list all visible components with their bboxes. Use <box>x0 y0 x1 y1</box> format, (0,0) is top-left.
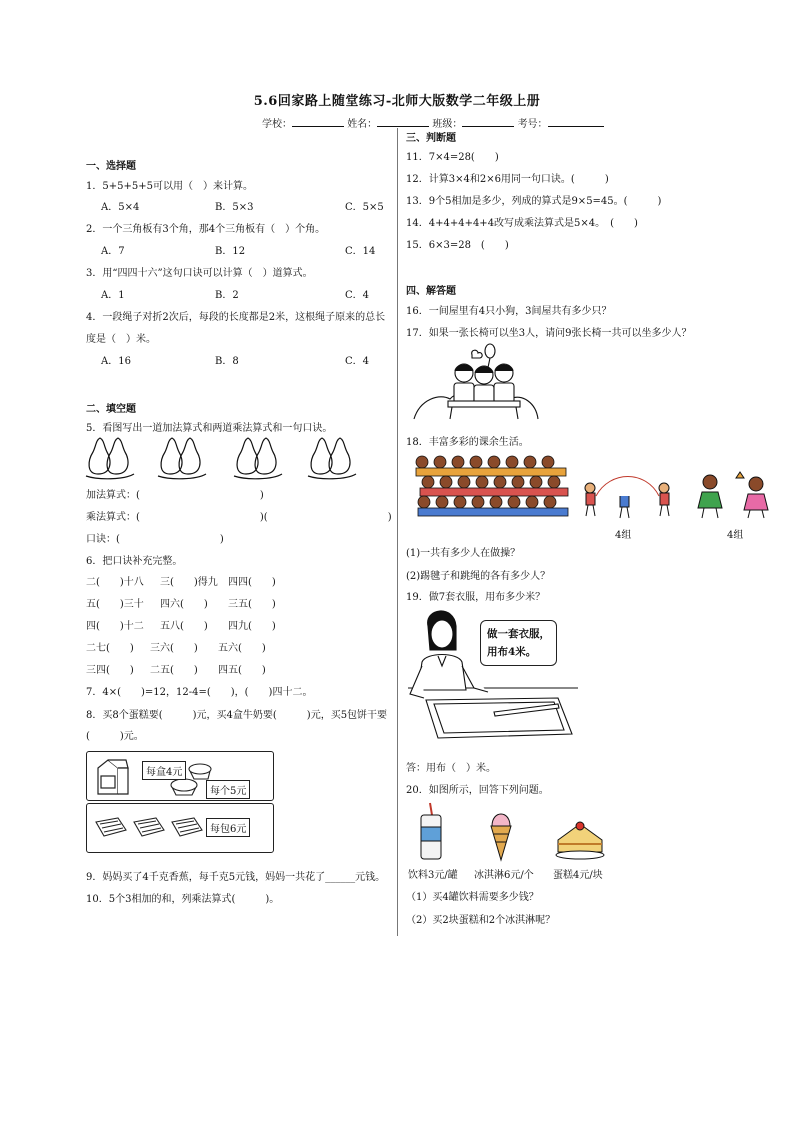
question-6: 6．把口诀补充完整。 <box>86 556 183 567</box>
question-10: 10．5个3相加的和，列乘法算式( )。 <box>86 894 280 905</box>
q19-bubble-line2: 用布4米。 <box>487 646 537 658</box>
question-17: 17．如果一张长椅可以坐3人，请问9张长椅一共可以坐多少人？ <box>406 328 692 339</box>
exam-no-label: 考号： <box>517 119 548 130</box>
q5-multiplication-blanks[interactable]: 乘法算式：( )( ) <box>86 512 392 523</box>
q4-option-b[interactable]: B．8 <box>215 356 239 367</box>
q4-option-a[interactable]: A．16 <box>101 356 131 367</box>
q1-option-a[interactable]: A．5×4 <box>101 202 140 213</box>
class-blank[interactable] <box>462 116 514 127</box>
question-18: 18．丰富多彩的课余生活。 <box>406 437 529 448</box>
q19-answer-blank[interactable]: 答：用布（ ）米。 <box>406 763 496 774</box>
q6-rhyme-blank[interactable]: 五( )三十 <box>86 599 144 610</box>
milk-carton-icon <box>92 756 132 796</box>
price-tag-biscuit: 每包6元 <box>206 818 250 837</box>
question-7: 7．4×( )=12，12-4=( )，( )四十二。 <box>86 687 313 698</box>
q2-option-b[interactable]: B．12 <box>215 246 246 257</box>
q6-rhyme-blank[interactable]: 二七( ) <box>86 643 134 654</box>
question-13: 13．9个5相加是多少，列成的算式是9×5=45。( ) <box>406 196 662 207</box>
q4-option-c[interactable]: C．4 <box>345 356 370 367</box>
q19-bubble-line1: 做一套衣服， <box>487 628 550 640</box>
question-8-line2: ( )元。 <box>86 731 144 742</box>
student-info-line <box>262 115 604 130</box>
cake-price-label: 蛋糕4元/块 <box>553 870 603 881</box>
question-9: 9．妈妈买了4千克香蕉，每千克5元钱，妈妈一共花了______元钱。 <box>86 872 386 883</box>
cake-slice-icon <box>554 816 606 860</box>
question-16: 16．一间屋里有4只小狗，3间屋共有多少只？ <box>406 306 612 317</box>
q6-rhyme-blank[interactable]: 三五( ) <box>228 599 276 610</box>
question-14: 14．4+4+4+4+4改写成乘法算式是5×4。 ( ) <box>406 218 638 229</box>
drink-price-label: 饮料3元/罐 <box>408 870 458 881</box>
section-judge-heading: 三、判断题 <box>406 133 456 144</box>
pear-pair-icon <box>234 438 282 479</box>
q6-rhyme-blank[interactable]: 四( )十二 <box>86 621 144 632</box>
pear-pair-icon <box>86 438 134 479</box>
question-20-part2: （2）买2块蛋糕和2个冰淇淋呢？ <box>406 915 556 926</box>
q6-rhyme-blank[interactable]: 三六( ) <box>150 643 198 654</box>
group-count-label: 4组 <box>727 530 744 541</box>
question-5: 5．看图写出一道加法算式和两道乘法算式和一句口诀。 <box>86 423 333 434</box>
question-18-part1: (1)一共有多少人在做操？ <box>406 548 521 559</box>
q3-option-b[interactable]: B．2 <box>215 290 239 301</box>
name-label: 姓名： <box>347 119 378 130</box>
page-title: 5.6回家路上随堂练习-北师大版数学二年级上册 <box>253 94 541 109</box>
pear-pair-icon <box>158 438 206 479</box>
shuttlecock-kids-illustration <box>692 468 774 520</box>
question-4-line1: 4．一段绳子对折2次后，每段的长度都是2米，这根绳子原来的总长 <box>86 312 386 323</box>
name-blank[interactable] <box>377 116 429 127</box>
exercise-crowd-illustration <box>410 452 578 518</box>
question-1: 1．5+5+5+5可以用（ ）来计算。 <box>86 181 253 192</box>
drink-can-icon <box>418 803 444 863</box>
section-solve-heading: 四、解答题 <box>406 286 456 297</box>
question-18-part2: (2)踢毽子和跳绳的各有多少人？ <box>406 571 551 582</box>
q6-rhyme-blank[interactable]: 四六( ) <box>160 599 208 610</box>
group-count-label: 4组 <box>615 530 632 541</box>
question-20-part1: （1）买4罐饮料需要多少钱？ <box>406 892 539 903</box>
q5-addition-blank[interactable]: 加法算式：( ) <box>86 490 264 501</box>
q19-speech-bubble <box>480 620 557 666</box>
question-4-line2: 度是（ ）米。 <box>86 334 156 345</box>
bench-children-illustration <box>410 343 540 425</box>
q6-rhyme-blank[interactable]: 四五( ) <box>218 665 266 676</box>
question-15: 15．6×3=28 ( ) <box>406 240 509 251</box>
q5-rhyme-blank[interactable]: 口诀：( ) <box>86 534 224 545</box>
price-tag-milk: 每盒4元 <box>142 761 186 780</box>
q6-rhyme-blank[interactable]: 二( )十八 <box>86 577 144 588</box>
ice-cream-price-label: 冰淇淋6元/个 <box>474 870 534 881</box>
q6-rhyme-blank[interactable]: 五八( ) <box>160 621 208 632</box>
column-divider <box>397 128 398 936</box>
q6-rhyme-blank[interactable]: 四四( ) <box>228 577 276 588</box>
section-choice-heading: 一、选择题 <box>86 161 136 172</box>
price-tag-cake: 每个5元 <box>206 780 250 799</box>
question-19: 19．做7套衣服，用布多少米？ <box>406 592 546 603</box>
pear-pair-icon <box>308 438 356 479</box>
q2-option-c[interactable]: C．14 <box>345 246 376 257</box>
question-12: 12．计算3×4和2×6用同一句口诀。( ) <box>406 174 609 185</box>
section-fill-heading: 二、填空题 <box>86 404 136 415</box>
question-8-line1: 8．买8个蛋糕要( )元，买4盒牛奶要( )元，买5包饼干要 <box>86 710 388 721</box>
q1-option-c[interactable]: C．5×5 <box>345 202 384 213</box>
question-2: 2．一个三角板有3个角，那4个三角板有（ ）个角。 <box>86 224 326 235</box>
q3-option-a[interactable]: A．1 <box>101 290 125 301</box>
question-3: 3．用“四四十六”这句口诀可以计算（ ）道算式。 <box>86 268 313 279</box>
q6-rhyme-blank[interactable]: 四九( ) <box>228 621 276 632</box>
q1-option-b[interactable]: B．5×3 <box>215 202 254 213</box>
exam-no-blank[interactable] <box>548 116 604 127</box>
question-11: 11．7×4=28( ) <box>406 152 499 163</box>
q6-rhyme-blank[interactable]: 三( )得九 <box>160 577 218 588</box>
pears-illustration <box>84 436 364 480</box>
q6-rhyme-blank[interactable]: 二五( ) <box>150 665 198 676</box>
school-blank[interactable] <box>292 116 344 127</box>
biscuit-packs-icon <box>94 814 204 840</box>
question-20: 20．如图所示，回答下列问题。 <box>406 785 549 796</box>
q2-option-a[interactable]: A．7 <box>101 246 125 257</box>
q6-rhyme-blank[interactable]: 五六( ) <box>218 643 266 654</box>
q3-option-c[interactable]: C．4 <box>345 290 370 301</box>
ice-cream-icon <box>486 806 516 862</box>
jump-rope-illustration <box>580 476 680 520</box>
school-label: 学校： <box>262 119 292 130</box>
class-label: 班级： <box>432 119 463 130</box>
q6-rhyme-blank[interactable]: 三四( ) <box>86 665 134 676</box>
